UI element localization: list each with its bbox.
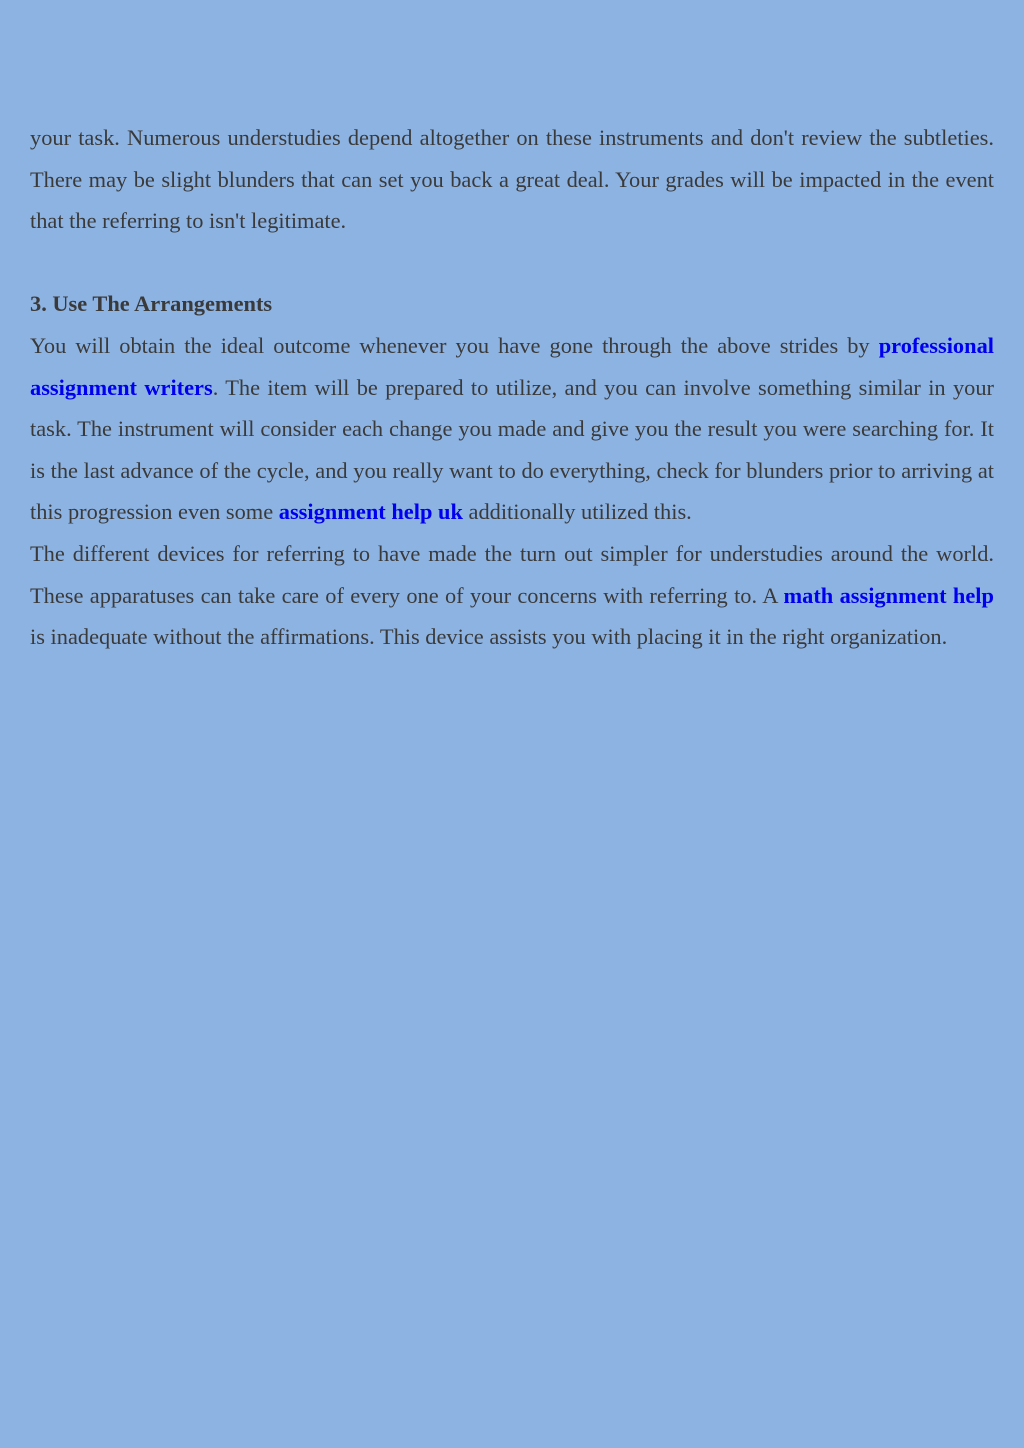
assignment-help-uk-link[interactable]: assignment help uk — [278, 499, 463, 525]
section-paragraph-1 — [30, 325, 994, 533]
section-heading: 3. Use The Arrangements — [30, 291, 273, 317]
paragraph-text: . The item will be prepared to utilize, and you can involve something similar in your task. The instrument will consider each change you made and give you the result you were searching for. It is the last advance of the cycle, and you really want to do everything, check for blunders prior to arriving at this progression even some — [30, 374, 995, 525]
section-paragraph-2 — [30, 533, 994, 658]
professional-assignment-writers-link[interactable]: professional assignment writers — [30, 332, 994, 400]
paragraph-text: You will obtain the ideal outcome whenever you have gone through the above strides by — [30, 332, 879, 358]
paragraph-text: The different devices for referring to have made the turn out simpler for understudies around the world. These apparatuses can take care of every one of your concerns with referring to. A — [30, 540, 994, 608]
paragraph-text: is inadequate without the affirmations. This device assists you with placing it in the right organization. — [30, 624, 948, 650]
intro-paragraph: your task. Numerous understudies depend altogether on these instruments and don't review the subtleties. There may be slight blunders that can set you back a great deal. Your grades will be impacted in the event that the referring to isn't legitimate. — [30, 125, 994, 234]
math-assignment-help-link[interactable]: math assignment help — [783, 582, 994, 608]
paragraph-spacer — [30, 242, 994, 284]
document-page — [30, 117, 994, 658]
paragraph-text: additionally utilized this. — [462, 499, 692, 525]
